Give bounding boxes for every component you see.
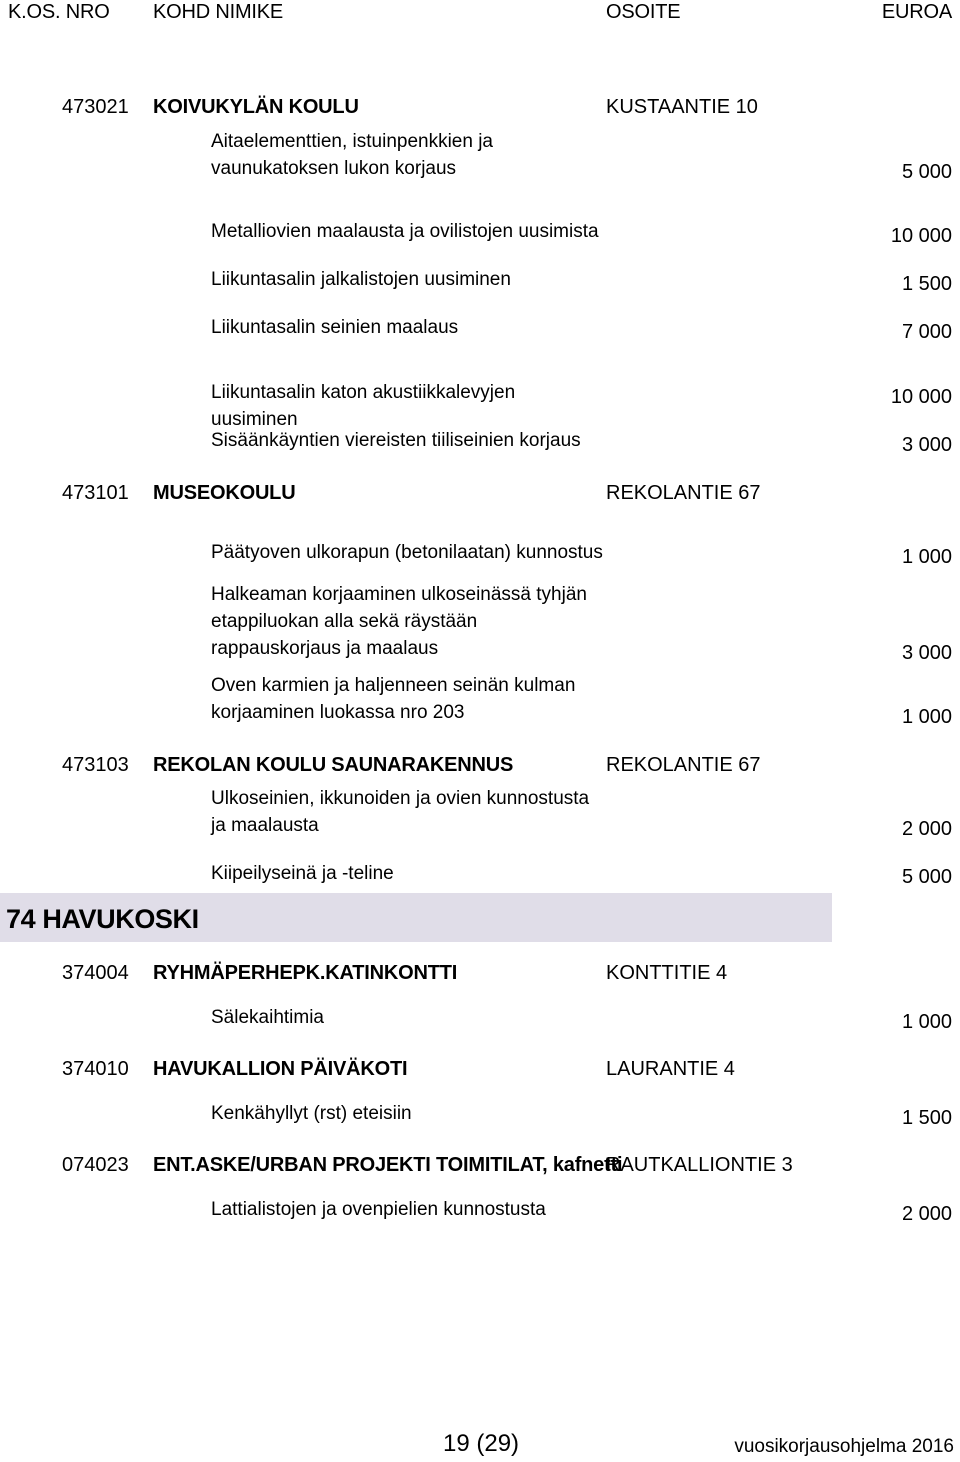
task-amount: 5 000 [901,161,952,183]
task-description: Päätyoven ulkorapun (betonilaatan) kunnostus [211,542,603,563]
col-header-name: KOHD NIMIKE [153,1,284,23]
site-address: KUSTAANTIE 10 [606,96,758,118]
task-amount: 3 000 [901,434,952,456]
site-name: HAVUKALLION PÄIVÄKOTI [153,1058,408,1080]
task-description: Kenkähyllyt (rst) eteisiin [211,1103,412,1124]
document-name: vuosikorjausohjelma 2016 [734,1436,954,1457]
site-code: 473103 [62,754,129,776]
site-address: LAURANTIE 4 [606,1058,735,1080]
page-number: 19 (29) [443,1430,520,1457]
col-header-amount: EUROA [881,1,952,23]
site-name: MUSEOKOULU [153,482,296,504]
task-description: Ulkoseinien, ikkunoiden ja ovien kunnostusta ja maalausta [211,788,590,836]
task-description: Lattialistojen ja ovenpielien kunnostusta [211,1199,546,1220]
task-description: Oven karmien ja haljenneen seinän kulman korjaaminen luokassa nro 203 [211,675,576,723]
site-code: 074023 [62,1154,129,1176]
site-code: 473021 [62,96,129,118]
site-name: RYHMÄPERHEPK.KATINKONTTI [153,962,458,984]
task-description: Metalliovien maalausta ja ovilistojen uusimista [211,221,599,242]
task-amount: 10 000 [890,386,952,408]
task-amount: 2 000 [901,1203,952,1225]
task-description: Kiipeilyseinä ja -teline [211,863,394,884]
site-code: 374004 [62,962,129,984]
task-amount: 1 500 [901,1107,952,1129]
col-header-code: K.OS. NRO [8,1,110,23]
site-address: REKOLANTIE 67 [606,754,761,776]
task-amount: 1 000 [901,1011,952,1033]
task-description: Halkeaman korjaaminen ulkoseinässä tyhjän etappiluokan alla sekä räystään rappauskorjaus ja maalaus [211,584,587,659]
site-address: REKOLANTIE 67 [606,482,761,504]
section-title: 74 HAVUKOSKI [6,904,199,934]
task-amount: 3 000 [901,642,952,664]
col-header-address: OSOITE [606,1,681,23]
site-address: RAUTKALLIONTIE 3 [606,1154,793,1176]
site-name: KOIVUKYLÄN KOULU [153,96,359,118]
task-amount: 10 000 [890,225,952,247]
task-amount: 5 000 [901,866,952,888]
site-name: ENT.ASKE/URBAN PROJEKTI TOIMITILAT, kafnetti [153,1154,623,1176]
task-amount: 1 000 [901,706,952,728]
site-name: REKOLAN KOULU SAUNARAKENNUS [153,754,514,776]
task-description: Sälekaihtimia [211,1007,324,1028]
task-description: Sisäänkäyntien viereisten tiiliseinien korjaus [211,430,581,451]
task-amount: 1 500 [901,273,952,295]
site-code: 473101 [62,482,129,504]
task-amount: 1 000 [901,546,952,568]
task-description: Liikuntasalin seinien maalaus [211,317,459,338]
task-description: Liikuntasalin jalkalistojen uusiminen [211,269,511,290]
site-code: 374010 [62,1058,129,1080]
task-amount: 7 000 [901,321,952,343]
site-address: KONTTITIE 4 [606,962,728,984]
task-description: Liikuntasalin katon akustiikkalevyjen uusiminen [211,382,516,430]
task-description: Aitaelementtien, istuinpenkkien ja vaunukatoksen lukon korjaus [211,131,494,179]
task-amount: 2 000 [901,818,952,840]
